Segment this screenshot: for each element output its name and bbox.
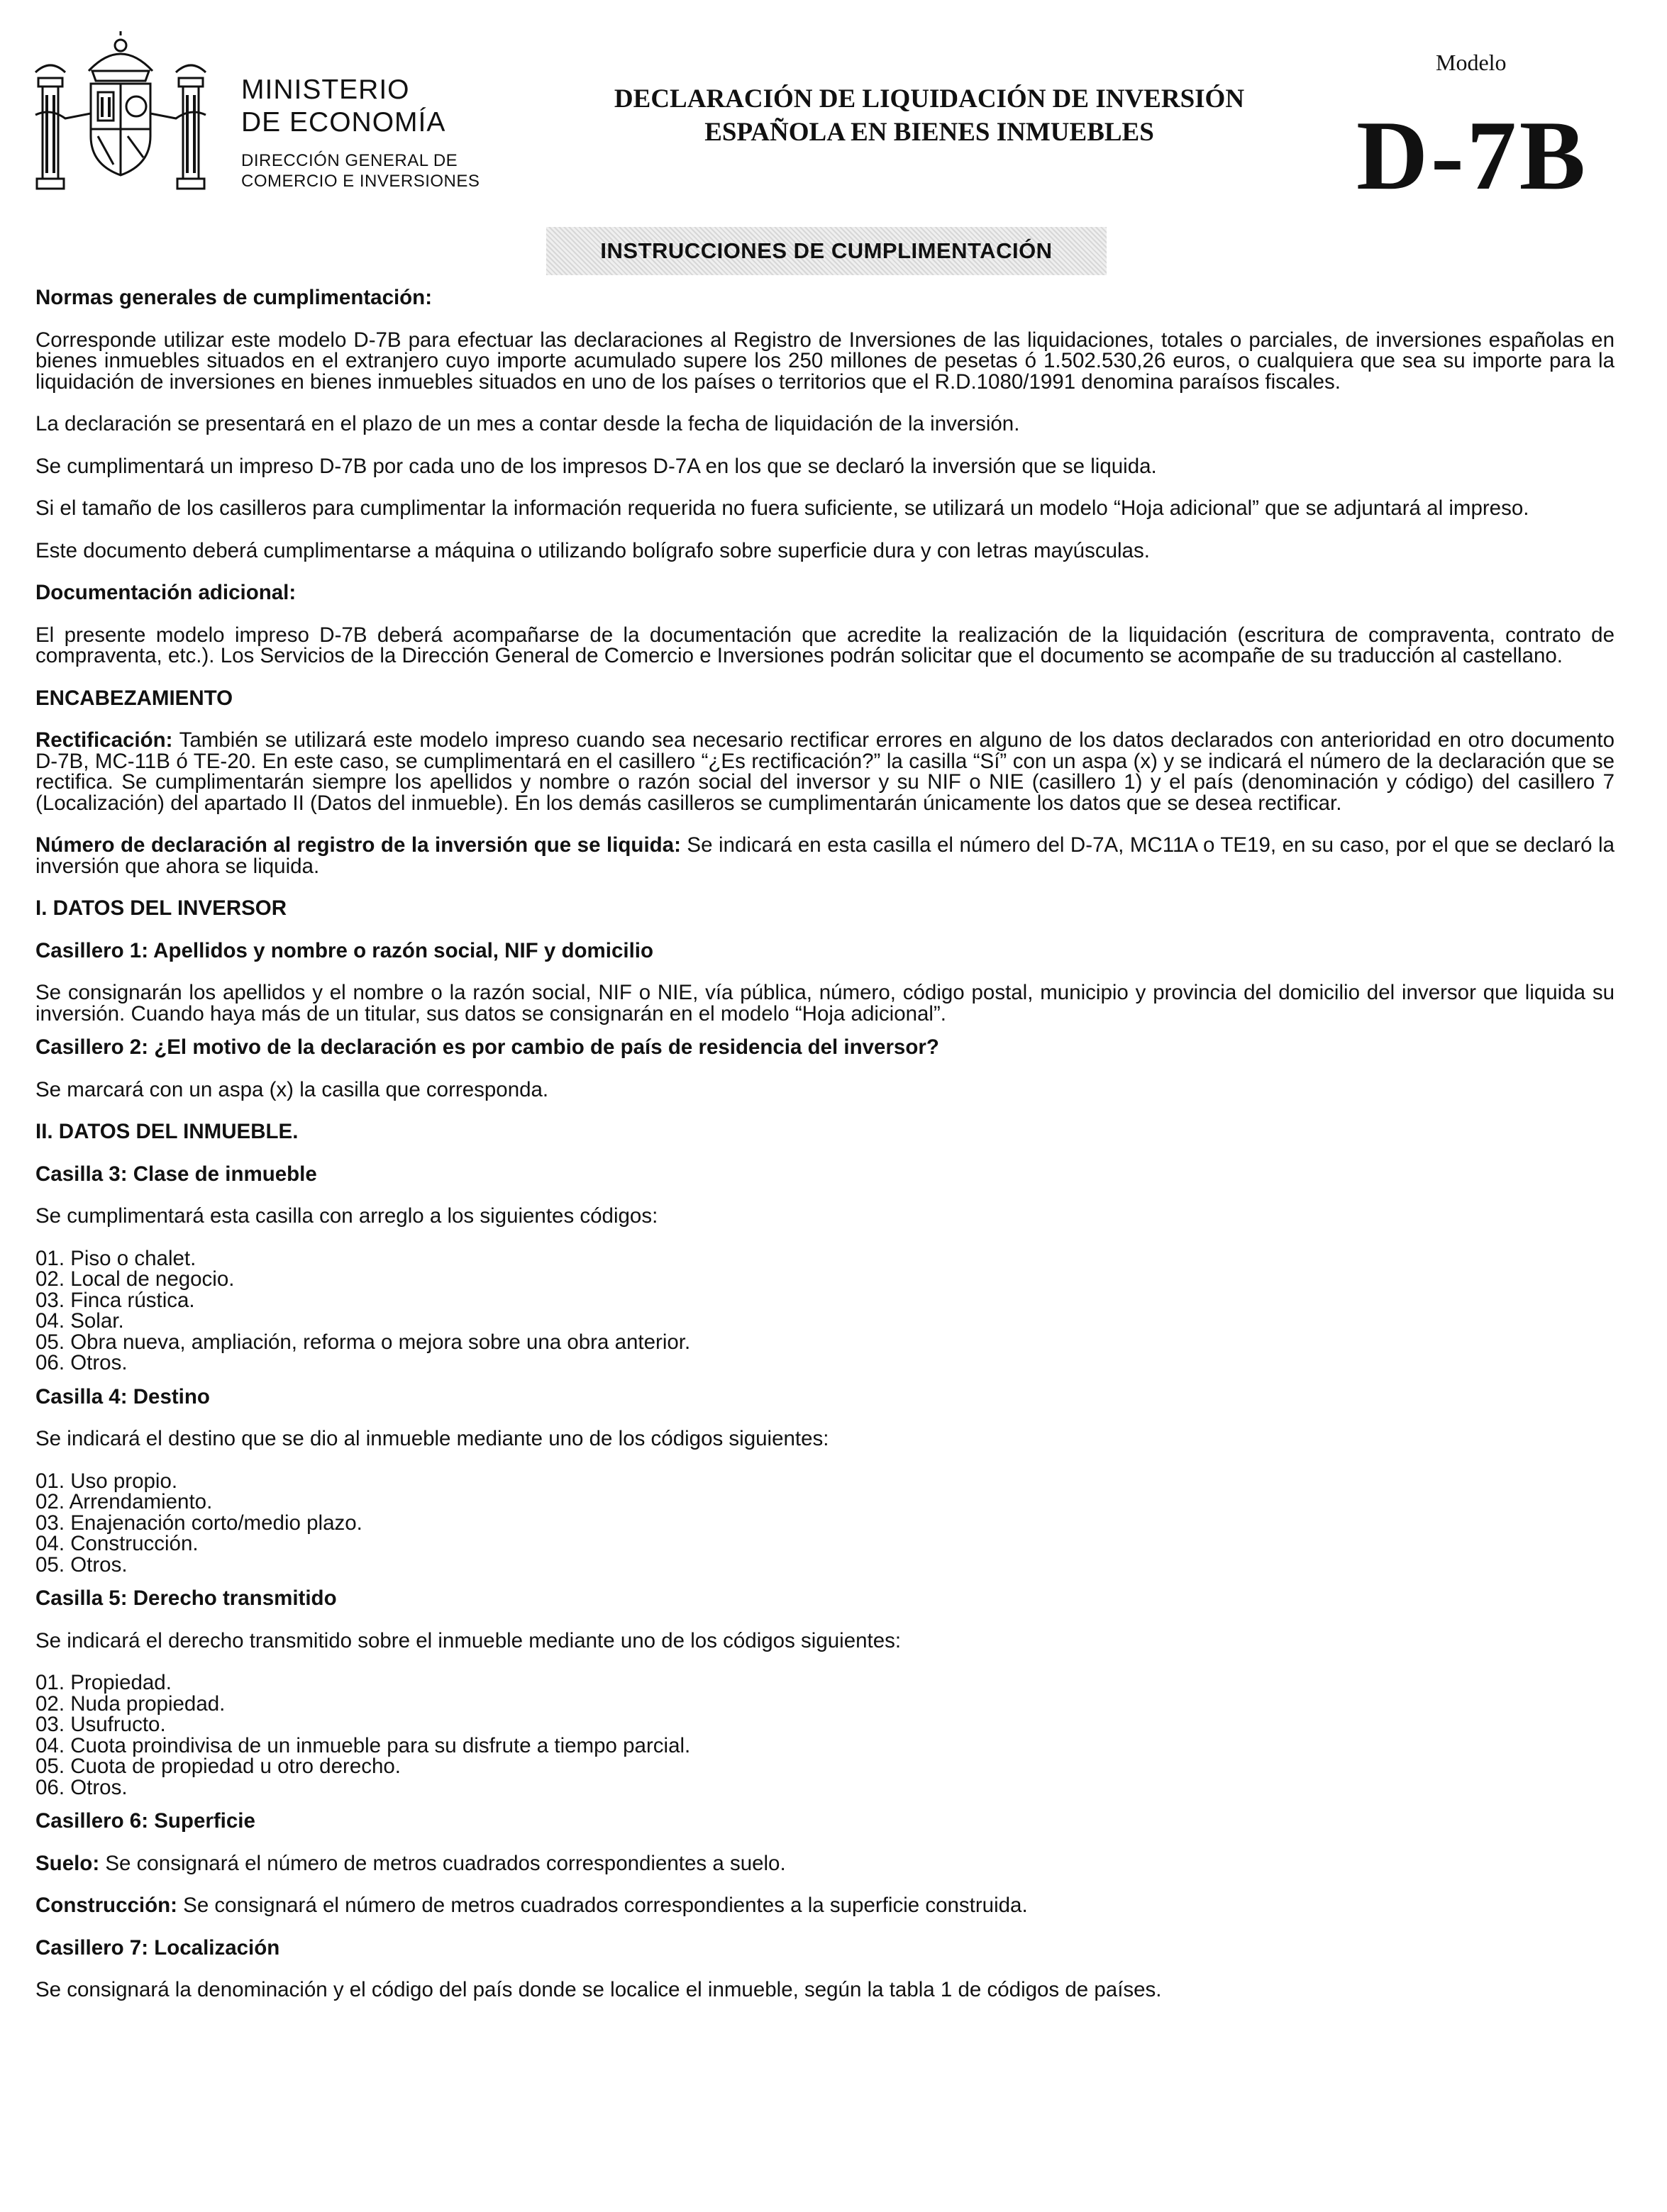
rectificacion-text: También se utilizará este modelo impreso cuando sea necesario rectificar errores en alguno de los datos declarados con anterioridad en otro documento D-7B, MC-11B ó TE-20. En este caso, se cumplimentará en el casillero “¿Es rectificación?” la casilla “Sí” con un aspa (x) y se indicará el número de la declaración que se rectifica. Se cumplimentarán siempre los apellidos y nombre o razón social del inversor y su NIF o NIE (casillero 1) y el país (denominación y código) del casillero 7 (Localización) del apartado II (Datos del inmueble). En los demás casilleros se cumplimentarán únicamente los datos que se desea rectificar. — [35, 728, 1615, 815]
list-item: 01. Piso o chalet. — [35, 1246, 196, 1270]
paragraph: Se indicará el derecho transmitido sobre el inmueble mediante uno de los códigos siguientes: — [35, 1628, 902, 1652]
field-heading: Casilla 3: Clase de inmueble — [35, 1162, 317, 1186]
code-list — [35, 1672, 1615, 1798]
coat-of-arms-icon — [28, 30, 213, 200]
ministry-line2: DE ECONOMÍA — [241, 107, 446, 138]
list-item: 05. Cuota de propiedad u otro derecho. — [35, 1755, 401, 1778]
ministry-line1: MINISTERIO — [241, 74, 410, 105]
paragraph — [35, 1895, 1615, 1916]
instructions-banner: INSTRUCCIONES DE CUMPLIMENTACIÓN — [546, 227, 1107, 275]
paragraph: Se marcará con un aspa (x) la casilla que corresponda. — [35, 1077, 549, 1101]
section-heading: Documentación adicional: — [35, 581, 297, 604]
modelo-code: D-7B — [1356, 101, 1589, 211]
paragraph: Se cumplimentará esta casilla con arreglo a los siguientes códigos: — [35, 1204, 658, 1228]
list-item: 03. Finca rústica. — [35, 1288, 195, 1312]
paragraph — [35, 730, 1615, 813]
field-heading: Casillero 2: ¿El motivo de la declaración es por cambio de país de residencia del inversor? — [35, 1035, 939, 1059]
paragraph: El presente modelo impreso D-7B deberá acompañarse de la documentación que acredite la realización de la liquidación (escritura de compraventa, contrato de compraventa, etc.). Los Servicios de la Dirección General de Comercio e Inversiones podrán solicitar que el documento se acompañe de su traducción al castellano. — [35, 623, 1615, 667]
document-title-line1: DECLARACIÓN DE LIQUIDACIÓN DE INVERSIÓN — [614, 84, 1245, 113]
list-item: 01. Uso propio. — [35, 1469, 178, 1493]
list-item: 03. Enajenación corto/medio plazo. — [35, 1511, 362, 1535]
paragraph: Corresponde utilizar este modelo D-7B para efectuar las declaraciones al Registro de Inversiones de las liquidaciones, totales o parciales, de inversiones españolas en bienes inmuebles situados en el extranjero cuyo importe acumulado supere los 250 millones de pesetas ó 1.502.530,26 euros, o cualquiera que sea su importe para la liquidación de inversiones en bienes inmuebles situados en uno de los países o territorios que el R.D.1080/1991 denomina paraísos fiscales. — [35, 328, 1615, 394]
list-item: 06. Otros. — [35, 1775, 128, 1799]
list-item: 06. Otros. — [35, 1351, 128, 1374]
paragraph: Se cumplimentará un impreso D-7B por cada uno de los impresos D-7A en los que se declaró la inversión que se liquida. — [35, 454, 1157, 478]
paragraph: Se indicará el destino que se dio al inmueble mediante uno de los códigos siguientes: — [35, 1427, 829, 1450]
document-title — [553, 82, 1305, 149]
section-heading: ENCABEZAMIENTO — [35, 686, 233, 710]
suelo-label: Suelo: — [35, 1851, 100, 1875]
list-item: 04. Cuota proindivisa de un inmueble para su disfrute a tiempo parcial. — [35, 1733, 691, 1757]
field-heading: Casilla 4: Destino — [35, 1384, 210, 1408]
field-heading: Casilla 5: Derecho transmitido — [35, 1586, 337, 1610]
list-item: 05. Otros. — [35, 1552, 128, 1577]
list-item: 02. Local de negocio. — [35, 1267, 235, 1291]
paragraph — [35, 835, 1615, 877]
list-item: 01. Propiedad. — [35, 1671, 172, 1694]
list-item: 03. Usufructo. — [35, 1713, 166, 1736]
paragraph: Este documento deberá cumplimentarse a máquina o utilizando bolígrafo sobre superficie dura y con letras mayúsculas. — [35, 538, 1150, 562]
paragraph: Si el tamaño de los casilleros para cumplimentar la información requerida no fuera suficiente, se utilizará un modelo “Hoja adicional” que se adjuntará al impreso. — [35, 496, 1529, 520]
section-heading: II. DATOS DEL INMUEBLE. — [35, 1120, 299, 1143]
paragraph: Se consignará la denominación y el código del país donde se localice el inmueble, según la tabla 1 de códigos de países. — [35, 1978, 1162, 2001]
list-item: 02. Nuda propiedad. — [35, 1691, 226, 1716]
numero-declaracion-label: Número de declaración al registro de la inversión que se liquida: — [35, 833, 681, 857]
field-heading: Casillero 6: Superficie — [35, 1809, 255, 1833]
ministry-block — [241, 74, 539, 191]
numero-declaracion-text: Se indicará en esta casilla el número del D-7A, MC11A o TE19, en su caso, por el que se declaró la inversión que ahora se liquida. — [35, 833, 1615, 878]
list-item: 04. Construcción. — [35, 1532, 199, 1555]
modelo-label: Modelo — [1436, 50, 1507, 75]
section-heading: Normas generales de cumplimentación: — [35, 286, 433, 309]
code-list — [35, 1471, 1615, 1576]
code-list — [35, 1248, 1615, 1374]
construccion-text: Se consignará el número de metros cuadrados correspondientes a la superficie construida. — [177, 1894, 1028, 1917]
list-item: 02. Arrendamiento. — [35, 1490, 213, 1513]
directorate-line2: COMERCIO E INVERSIONES — [241, 172, 480, 191]
paragraph — [35, 1853, 1615, 1874]
paragraph: La declaración se presentará en el plazo de un mes a contar desde la fecha de liquidación de la inversión. — [35, 412, 1020, 435]
list-item: 04. Solar. — [35, 1309, 124, 1333]
document-title-line2: ESPAÑOLA EN BIENES INMUEBLES — [704, 118, 1154, 147]
instructions-body — [35, 287, 1615, 2001]
field-heading: Casillero 1: Apellidos y nombre o razón social, NIF y domicilio — [35, 938, 653, 962]
rectificacion-label: Rectificación: — [35, 728, 173, 752]
construccion-label: Construcción: — [35, 1894, 177, 1917]
field-heading: Casillero 7: Localización — [35, 1935, 280, 1960]
directorate-line1: DIRECCIÓN GENERAL DE — [241, 151, 458, 170]
paragraph: Se consignarán los apellidos y el nombre o la razón social, NIF o NIE, vía pública, número, código postal, municipio y provincia del domicilio del inversor que liquida su inversión. Cuando haya más de un titular, sus datos se consignarán en el modelo “Hoja adicional”. — [35, 981, 1615, 1026]
list-item: 05. Obra nueva, ampliación, reforma o mejora sobre una obra anterior. — [35, 1330, 691, 1354]
section-heading: I. DATOS DEL INVERSOR — [35, 896, 287, 920]
suelo-text: Se consignará el número de metros cuadrados correspondientes a suelo. — [99, 1851, 786, 1875]
